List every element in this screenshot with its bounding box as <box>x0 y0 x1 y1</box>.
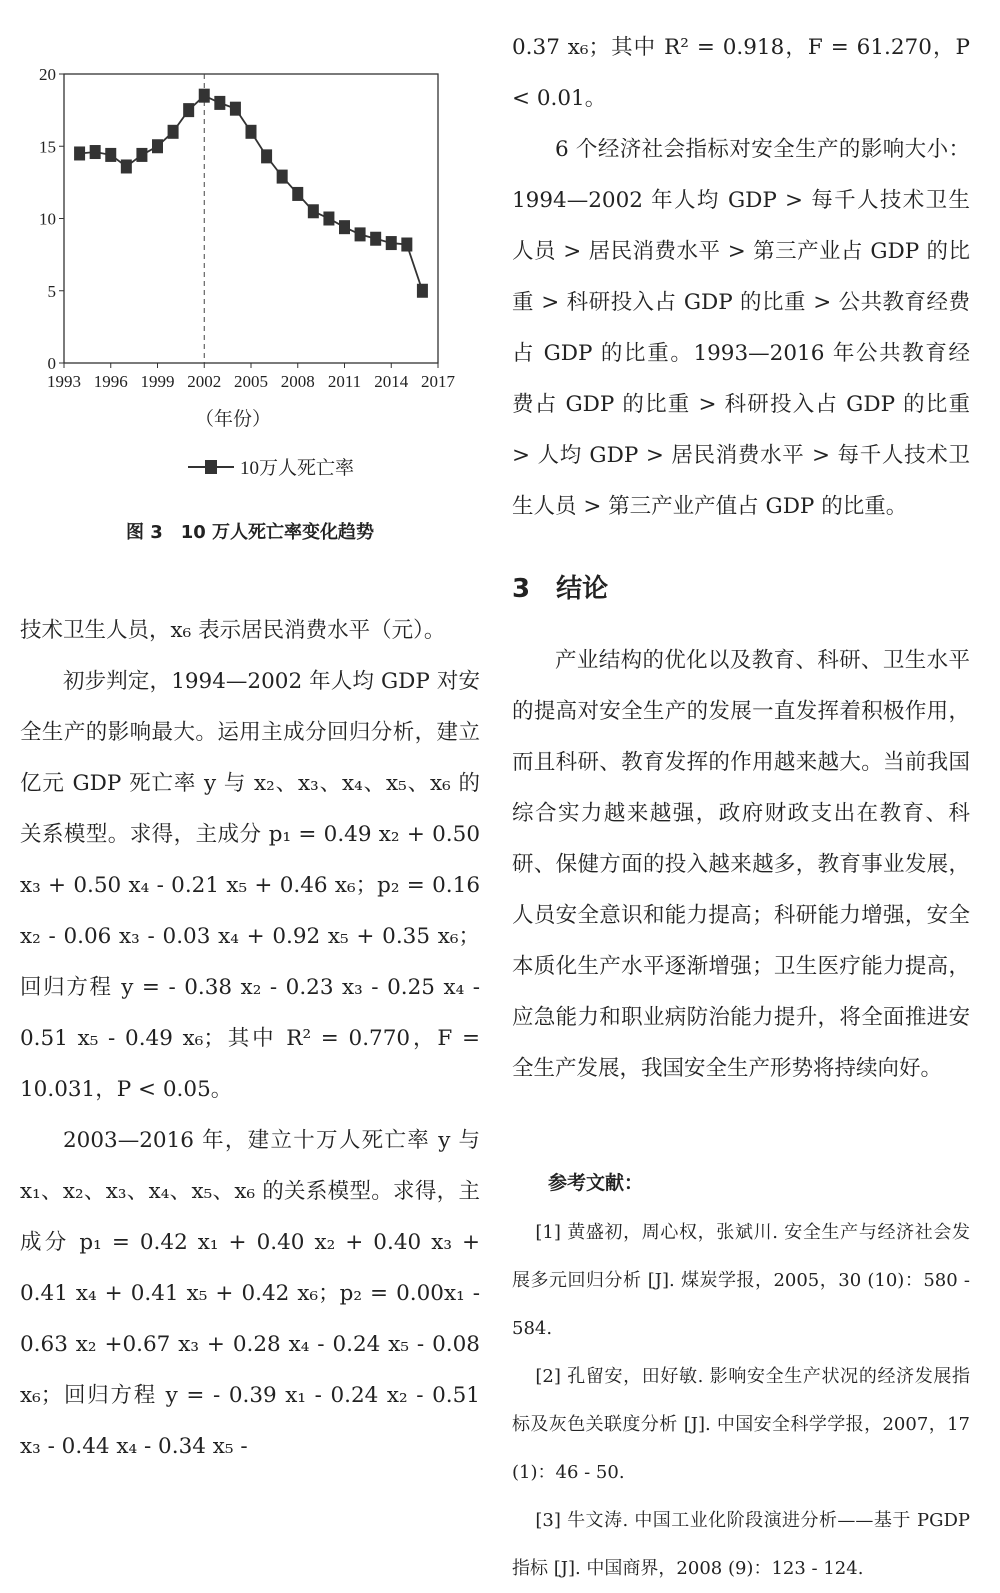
x-tick-label: 1999 <box>140 372 175 391</box>
reference-1: [1] 黄盛初，周心权，张斌川. 安全生产与经济社会发展多元回归分析 [J]. 煤炭学报，2005，30 (10)：580 - 584. <box>512 1222 970 1339</box>
data-point <box>136 148 147 162</box>
x-tick-label: 1996 <box>93 372 128 391</box>
death-rate-chart <box>20 60 460 500</box>
x-tick-label: 2002 <box>187 372 222 391</box>
data-point <box>261 149 272 163</box>
data-point <box>355 227 366 241</box>
left-column <box>20 605 480 1472</box>
data-point <box>183 103 194 117</box>
data-point <box>401 238 412 252</box>
data-point <box>199 89 210 103</box>
reference-2: [2] 孔留安，田好敏. 影响安全生产状况的经济发展指标及灰色关联度分析 [J]. 中国安全科学学报，2007，17 (1)：46 - 50. <box>512 1366 970 1483</box>
data-point <box>74 146 85 160</box>
y-tick-label: 20 <box>39 65 56 84</box>
y-tick-label: 0 <box>47 354 56 373</box>
data-point <box>386 236 397 250</box>
data-point <box>277 170 288 184</box>
data-point <box>339 220 350 234</box>
data-point <box>90 145 101 159</box>
left-paragraph-3: 2003—2016 年，建立十万人死亡率 y 与 x₁、x₂、x₃、x₄、x₅、x₆ 的关系模型。求得，主成分 p₁ = 0.42 x₁ + 0.40 x₂ + 0.40 x₃ + 0.41 x₄ + 0.41 x₅ + 0.42 x₆；p₂ = 0.00x₁ - 0.63 x₂ +0.67 x₃ + 0.28 x₄ - 0.24 x₅ - 0.08 x₆；回归方程 y = - 0.39 x₁ - 0.24 x₂ - 0.51 x₃ - 0.44 x₄ - 0.34 x₅ - <box>20 1128 480 1459</box>
data-point <box>152 139 163 153</box>
references-title: 参考文献： <box>548 1172 644 1194</box>
data-point <box>417 284 428 298</box>
y-tick-label: 10 <box>39 209 56 229</box>
x-tick-label: 2014 <box>374 372 409 391</box>
right-paragraph-2: 产业结构的优化以及教育、科研、卫生水平的提高对安全生产的发展一直发挥着积极作用，而且科研、教育发挥的作用越来越大。当前我国综合实力越来越强，政府财政支出在教育、科研、保健方面的投入越来越多，教育事业发展，人员安全意识和能力提高；科研能力增强，安全本质化生产水平逐渐增强；卫生医疗能力提高，应急能力和职业病防治能力提升，将全面推进安全生产发展，我国安全生产形势将持续向好。 <box>512 648 970 1081</box>
left-paragraph-1: 技术卫生人员，x₆ 表示居民消费水平（元）。 <box>20 618 446 643</box>
x-tick-label: 1993 <box>47 372 81 391</box>
figure-caption: 图 3 10 万人死亡率变化趋势 <box>125 522 375 543</box>
reference-3: [3] 牛文涛. 中国工业化阶段演进分析——基于 PGDP 指标 [J]. 中国商界，2008 (9)：123 - 124. <box>512 1510 970 1579</box>
x-tick-label: 2011 <box>327 372 362 391</box>
y-tick-label: 5 <box>47 281 56 301</box>
section-heading: 3 结论 <box>512 574 609 604</box>
data-point <box>168 125 179 139</box>
data-point <box>121 159 132 173</box>
x-tick-label: 2005 <box>234 372 268 391</box>
x-tick-label: 2008 <box>280 372 315 391</box>
data-point <box>230 102 241 116</box>
y-tick-label: 15 <box>39 137 56 157</box>
data-point <box>214 96 225 110</box>
left-paragraph-2: 初步判定，1994—2002 年人均 GDP 对安全生产的影响最大。运用主成分回归分析，建立亿元 GDP 死亡率 y 与 x₂、x₃、x₄、x₅、x₆ 的关系模型。求得，主成分 p₁ = 0.49 x₂ + 0.50 x₃ + 0.50 x₄ - 0.21 x₅ + 0.46 x₆；p₂ = 0.16 x₂ - 0.06 x₃ - 0.03 x₄ + 0.92 x₅ + 0.35 x₆；回归方程 y = - 0.38 x₂ - 0.23 x₃ - 0.25 x₄ - 0.51 x₅ - 0.49 x₆；其中 R² = 0.770，F = 10.031，P < 0.05。 <box>20 669 480 1102</box>
legend-label: 10万人死亡率 <box>240 458 355 479</box>
plot-frame <box>64 74 438 363</box>
right-column <box>512 22 970 1593</box>
x-tick-label: 2017 <box>421 372 455 391</box>
data-point <box>105 148 116 162</box>
data-point <box>292 187 303 201</box>
data-point <box>323 212 334 226</box>
data-point <box>246 125 257 139</box>
legend-marker <box>205 460 217 474</box>
data-point <box>370 232 381 246</box>
right-paragraph-1: 6 个经济社会指标对安全生产的影响大小：1994—2002 年人均 GDP > 每千人技术卫生人员 > 居民消费水平 > 第三产业占 GDP 的比重 > 科研投入占 GDP 的比重 > 公共教育经费占 GDP 的比重。1993—2016 年公共教育经费占 GDP 的比重 > 科研投入占 GDP 的比重 > 人均 GDP > 居民消费水平 > 每千人技术卫生人员 > 第三产业产值占 GDP 的比重。 <box>512 137 970 519</box>
data-point <box>308 204 319 218</box>
x-axis-label: （年份） <box>194 409 272 430</box>
right-paragraph-0: 0.37 x₆；其中 R² = 0.918，F = 61.270，P < 0.01。 <box>512 35 970 111</box>
